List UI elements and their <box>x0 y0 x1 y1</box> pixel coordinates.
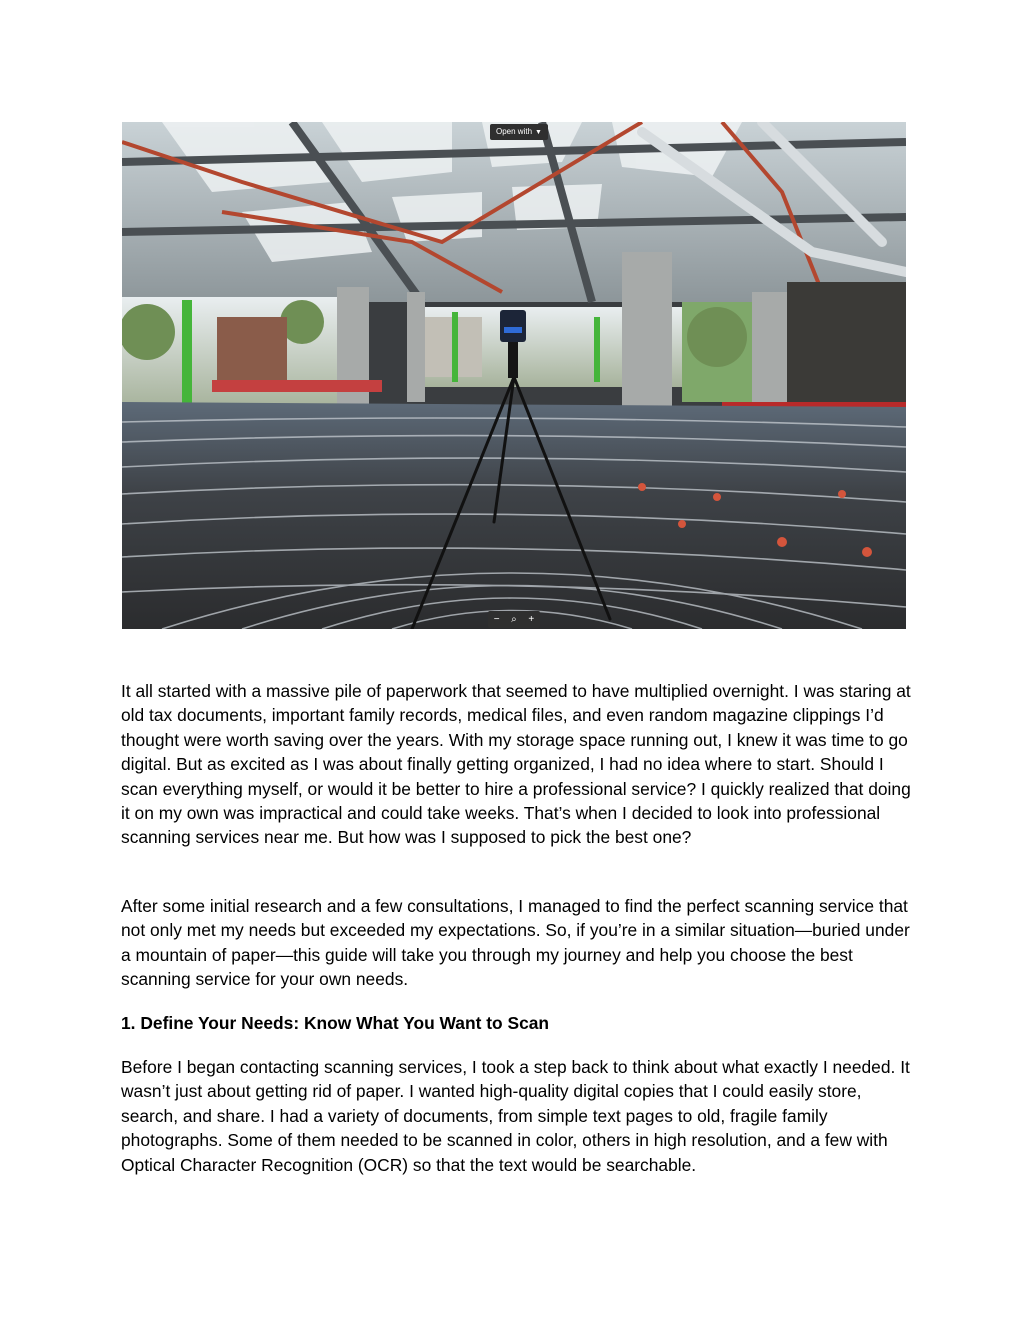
section-heading <box>121 1011 911 1035</box>
heading-text: 1. Define Your Needs: Know What You Want to Scan <box>121 1013 550 1033</box>
zoom-out-button[interactable]: − <box>493 614 500 625</box>
construction-floor-illustration <box>122 122 906 629</box>
open-with-label: Open with <box>496 127 533 136</box>
zoom-icon[interactable]: ⌕ <box>511 614 517 625</box>
paragraph-text: It all started with a massive pile of paperwork that seemed to have multiplied overnight. I was staring at old tax documents, important family records, medical files, and even random magazine clippings I’d thought were worth saving over the years. With my storage space running out, I knew it was time to go digital. But as excited as I was about finally getting organized, I had no idea where to start. Should I scan everything myself, or would it be better to hire a professional service? I quickly realized that doing it on my own was impractical and could take weeks. That’s when I decided to look into professional scanning services near me. But how was I supposed to pick the best one? <box>121 681 911 848</box>
paragraph-text: After some initial research and a few consultations, I managed to find the perfect scanning service that not only met my needs but exceeded my expectations. So, if you’re in a similar situation—buried under a mountain of paper—this guide will take you through my journey and help you choose the best scanning service for your own needs. <box>121 896 910 990</box>
zoom-toolbar <box>488 611 540 628</box>
article-paragraph-2 <box>121 894 911 992</box>
zoom-in-button[interactable]: + <box>528 614 535 625</box>
article-paragraph-3 <box>121 1055 911 1177</box>
paragraph-text: Before I began contacting scanning services, I took a step back to think about what exactly I needed. It wasn’t just about getting rid of paper. I wanted high-quality digital copies that I could easily store, search, and share. I had a variety of documents, from simple text pages to old, fragile family photographs. Some of them needed to be scanned in color, others in high resolution, and a few with Optical Character Recognition (OCR) so that the text would be searchable. <box>121 1057 910 1175</box>
article-paragraph-1 <box>121 679 911 850</box>
caret-down-icon: ▼ <box>535 129 542 136</box>
open-with-button[interactable] <box>490 124 548 140</box>
scanner-photo <box>122 122 906 629</box>
